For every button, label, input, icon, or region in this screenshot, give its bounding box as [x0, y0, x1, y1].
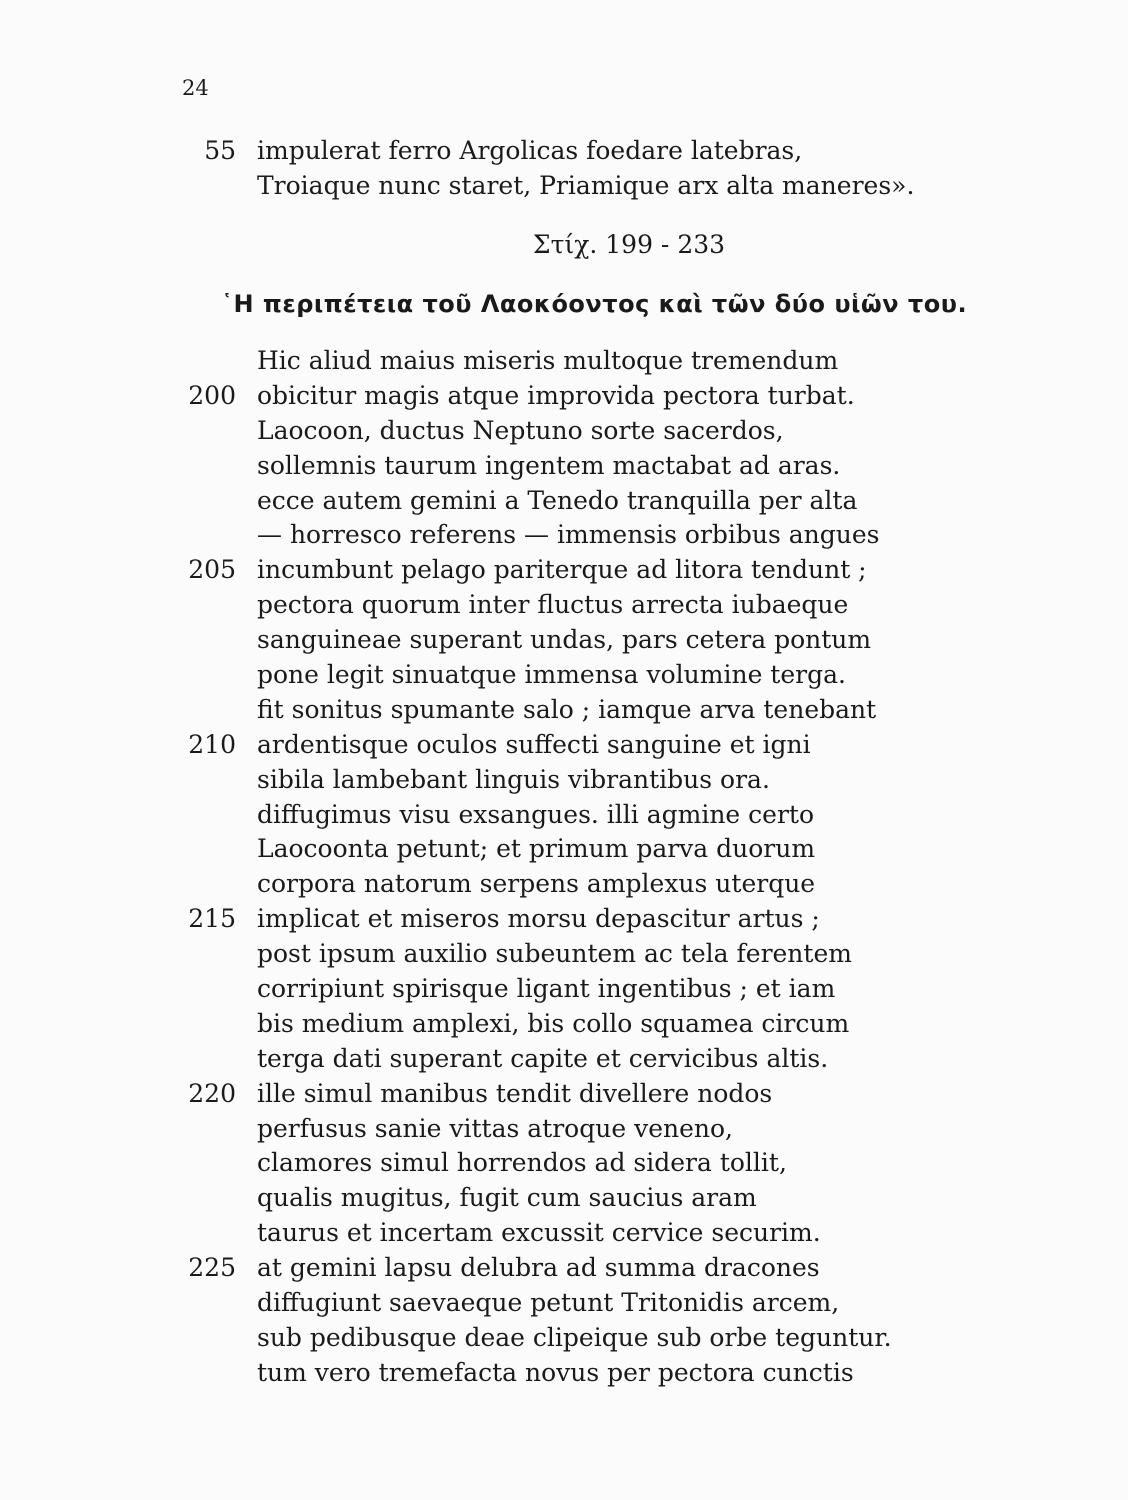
verse-line: [160, 379, 1060, 414]
line-number: 210: [188, 729, 236, 759]
verse-text: sub pedibusque deae clipeique sub orbe teguntur.: [257, 1322, 892, 1352]
verse-line: [160, 693, 1060, 728]
verse-text: pectora quorum inter fluctus arrecta iubaeque: [257, 590, 849, 620]
verse-text: tum vero tremefacta novus per pectora cunctis: [257, 1357, 854, 1387]
verse-line: [160, 449, 1060, 484]
verse-text: taurus et incertam excussit cervice securim.: [257, 1218, 821, 1248]
verse-line: [160, 518, 1060, 553]
verse-line: [160, 867, 1060, 902]
verse-text: implicat et miseros morsu depascitur artus ;: [257, 904, 820, 934]
line-range: Στίχ. 199 - 233: [532, 230, 726, 259]
verse-text: sollemnis taurum ingentem mactabat ad aras.: [257, 450, 841, 480]
verse-line: [160, 553, 1060, 588]
verse-line: [160, 972, 1060, 1007]
verse-line: [160, 1216, 1060, 1251]
verse-text: bis medium amplexi, bis collo squamea circum: [257, 1008, 850, 1038]
verse-line: [160, 658, 1060, 693]
verse-text: sibila lambebant linguis vibrantibus ora.: [257, 764, 770, 794]
verse-line: [160, 937, 1060, 972]
verse-text: — horresco referens — immensis orbibus angues: [257, 520, 880, 550]
verse-text: diffugiunt saevaeque petunt Tritonidis arcem,: [257, 1288, 840, 1318]
verse-text: terga dati superant capite et cervicibus altis.: [257, 1043, 829, 1073]
verse-text: ille simul manibus tendit divellere nodos: [257, 1078, 773, 1108]
verse-line: [160, 414, 1060, 449]
verse-text: qualis mugitus, fugit cum saucius aram: [257, 1183, 757, 1213]
line-number: 215: [188, 904, 236, 934]
verse-block-top: [160, 134, 1060, 204]
verse-line: [160, 484, 1060, 519]
verse-line: [160, 134, 1060, 169]
verse-line: [160, 1146, 1060, 1181]
verse-text: Laocoonta petunt; et primum parva duorum: [257, 834, 816, 864]
verse-line: [160, 798, 1060, 833]
verse-text: incumbunt pelago pariterque ad litora tendunt ;: [257, 555, 867, 585]
verse-text: at gemini lapsu delubra ad summa dracones: [257, 1253, 820, 1283]
verse-line: [160, 623, 1060, 658]
verse-text: clamores simul horrendos ad sidera tollit,: [257, 1148, 787, 1178]
verse-line: [160, 1042, 1060, 1077]
verse-line: [160, 728, 1060, 763]
verse-line: [160, 1112, 1060, 1147]
verse-text: impulerat ferro Argolicas foedare latebras,: [257, 136, 803, 165]
page-number: 24: [182, 76, 209, 100]
verse-block-main: [160, 344, 1060, 1391]
verse-text: corripiunt spirisque ligant ingentibus ; et iam: [257, 974, 836, 1004]
line-number: 200: [188, 380, 236, 410]
verse-line: [160, 1356, 1060, 1391]
verse-line: [160, 902, 1060, 937]
line-number: 55: [204, 136, 236, 165]
verse-line: [160, 1286, 1060, 1321]
verse-text: perfusus sanie vittas atroque veneno,: [257, 1113, 733, 1143]
verse-text: sanguineae superant undas, pars cetera pontum: [257, 625, 872, 655]
verse-line: [160, 763, 1060, 798]
verse-line: [160, 1077, 1060, 1112]
verse-text: post ipsum auxilio subeuntem ac tela ferentem: [257, 939, 852, 969]
verse-line: [160, 588, 1060, 623]
verse-line: [160, 1251, 1060, 1286]
verse-text: ecce autem gemini a Tenedo tranquilla per alta: [257, 485, 858, 515]
section-heading: ῾Η περιπέτεια τοῦ Λαοκόοντος καὶ τῶν δύο υἱῶν του.: [220, 290, 968, 318]
verse-line: [160, 832, 1060, 867]
verse-line: [160, 344, 1060, 379]
verse-text: Troiaque nunc staret, Priamique arx alta maneres».: [257, 170, 915, 200]
verse-text: Hic aliud maius miseris multoque tremendum: [257, 346, 839, 375]
line-number: 205: [188, 555, 236, 585]
verse-text: ardentisque oculos suffecti sanguine et igni: [257, 729, 811, 759]
verse-text: pone legit sinuatque immensa volumine terga.: [257, 660, 846, 690]
verse-text: fit sonitus spumante salo ; iamque arva tenebant: [257, 694, 877, 724]
line-number: 225: [188, 1253, 236, 1283]
verse-text: obicitur magis atque improvida pectora turbat.: [257, 380, 855, 410]
verse-line: [160, 1321, 1060, 1356]
line-number: 220: [188, 1078, 236, 1108]
verse-line: [160, 1181, 1060, 1216]
verse-text: diffugimus visu exsangues. illi agmine certo: [257, 799, 815, 829]
verse-text: Laocoon, ductus Neptuno sorte sacerdos,: [257, 415, 784, 445]
verse-line: [160, 1007, 1060, 1042]
verse-line: [160, 169, 1060, 204]
verse-text: corpora natorum serpens amplexus uterque: [257, 869, 816, 899]
